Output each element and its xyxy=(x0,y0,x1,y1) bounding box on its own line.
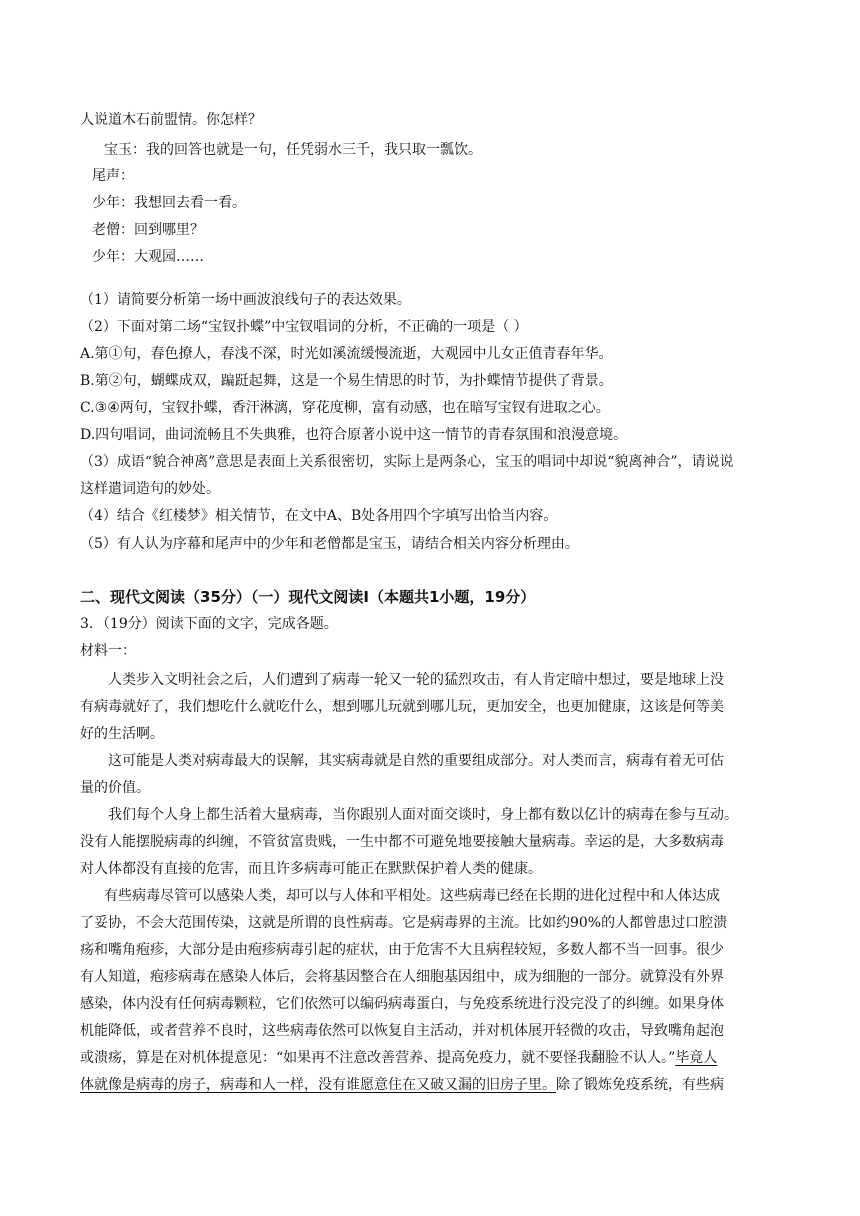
question-4: （4）结合《红楼梦》相关情节，在文中A、B处各用四个字填写出恰当内容。 xyxy=(80,508,558,524)
paragraph-line: 对人体都没有直接的危害，而且许多病毒可能正在默默保护着人类的健康。 xyxy=(80,861,542,877)
option-b: B.第②句，蝴蝶成双，蹁跹起舞，这是一个易生情思的时节，为扑蝶情节提供了背景。 xyxy=(80,373,613,389)
paragraph-line xyxy=(80,1075,724,1095)
paragraph-line: 感染，体内没有任何病毒颗粒，它们依然可以编码病毒蛋白，与免疫系统进行没完没了的纠缠。如果身体 xyxy=(80,996,724,1012)
underlined-sentence: 毕竟人 xyxy=(675,1050,718,1066)
material-label: 材料一： xyxy=(80,643,136,659)
paragraph-line xyxy=(80,1048,717,1068)
paragraph-line: 有人知道，疱疹病毒在感染人体后，会将基因整合在人细胞基因组中，成为细胞的一部分。就算没有外界 xyxy=(80,969,724,985)
question-1: （1）请简要分析第一场中画波浪线句子的表达效果。 xyxy=(80,292,411,308)
paragraph-line: 没有人能摆脱病毒的纠缠，不管贫富贵贱，一生中都不可避免地要接触大量病毒。幸运的是，大多数病毒 xyxy=(80,834,724,850)
drama-line-youth-2: 少年：大观园…… xyxy=(92,249,204,265)
drama-line: 人说道木石前盟情。你怎样？ xyxy=(80,112,262,128)
underlined-sentence-cont: 体就像是病毒的房子，病毒和人一样，没有谁愿意住在又破又漏的旧房子里。 xyxy=(80,1077,556,1093)
drama-line-baoyu: 宝玉：我的回答也就是一句，任凭弱水三千，我只取一瓢饮。 xyxy=(104,142,482,158)
drama-coda-label: 尾声： xyxy=(92,168,134,184)
paragraph-line: 了妥协，不会大范围传染，这就是所谓的良性病毒。它是病毒界的主流。比如约90%的人都曾患过口腔溃 xyxy=(80,915,728,931)
paragraph-line: 这可能是人类对病毒最大的误解，其实病毒就是自然的重要组成部分。对人类而言，病毒有着无可估 xyxy=(108,753,724,769)
paragraph-line: 好的生活啊。 xyxy=(80,726,164,742)
paragraph-line: 我们每个人身上都生活着大量病毒，当你跟别人面对面交谈时，身上都有数以亿计的病毒在参与互动。 xyxy=(108,807,738,823)
option-c: C.③④两句，宝钗扑蝶，香汗淋漓，穿花度柳，富有动感，也在暗写宝钗有进取之心。 xyxy=(80,400,610,416)
drama-line-youth: 少年：我想回去看一看。 xyxy=(92,195,246,211)
question-3-intro: 3．（19分）阅读下面的文字，完成各题。 xyxy=(80,616,338,632)
drama-line-monk: 老僧：回到哪里？ xyxy=(92,222,204,238)
paragraph-line: 疡和嘴角疱疹，大部分是由疱疹病毒引起的症状，由于危害不大且病程较短，多数人都不当一回事。很少 xyxy=(80,942,724,958)
question-5: （5）有人认为序幕和尾声中的少年和老僧都是宝玉，请结合相关内容分析理由。 xyxy=(80,536,579,552)
paragraph-line: 有些病毒尽管可以感染人类，却可以与人体和平相处。这些病毒已经在长期的进化过程中和人体达成 xyxy=(104,888,720,904)
paragraph-line: 有病毒就好了，我们想吃什么就吃什么，想到哪儿玩就到哪儿玩，更加安全，也更加健康，这该是何等美 xyxy=(80,699,724,715)
section-heading: 二、现代文阅读（35分）（一）现代文阅读Ⅰ（本题共1小题，19分） xyxy=(80,588,536,606)
paragraph-text: 除了锻炼免疫系统，有些病 xyxy=(556,1077,724,1093)
paragraph-line: 人类步入文明社会之后，人们遭到了病毒一轮又一轮的猛烈攻击，有人肯定暗中想过，要是地球上没 xyxy=(108,672,724,688)
question-3: （3）成语“貌合神离”意思是表面上关系很密切，实际上是两条心，宝玉的唱词中却说“貌离神合”，请说说 xyxy=(80,454,734,470)
question-2: （2）下面对第二场“宝钗扑蝶”中宝钗唱词的分析，不正确的一项是（ ） xyxy=(80,319,528,335)
paragraph-text: 或溃疡，算是在对机体提意见：“如果再不注意改善营养、提高免疫力，就不要怪我翻脸不认人。” xyxy=(80,1050,676,1066)
paragraph-line: 机能降低，或者营养不良时，这些病毒依然可以恢复自主活动，并对机体展开轻微的攻击，导致嘴角起泡 xyxy=(80,1023,724,1039)
question-3-cont: 这样遣词造句的妙处。 xyxy=(80,481,220,497)
option-a: A.第①句，春色撩人，春浅不深，时光如溪流缓慢流逝，大观园中儿女正值青春年华。 xyxy=(80,346,613,362)
option-d: D.四句唱词，曲词流畅且不失典雅，也符合原著小说中这一情节的青春氛围和浪漫意境。 xyxy=(80,427,628,443)
paragraph-line: 量的价值。 xyxy=(80,780,150,796)
